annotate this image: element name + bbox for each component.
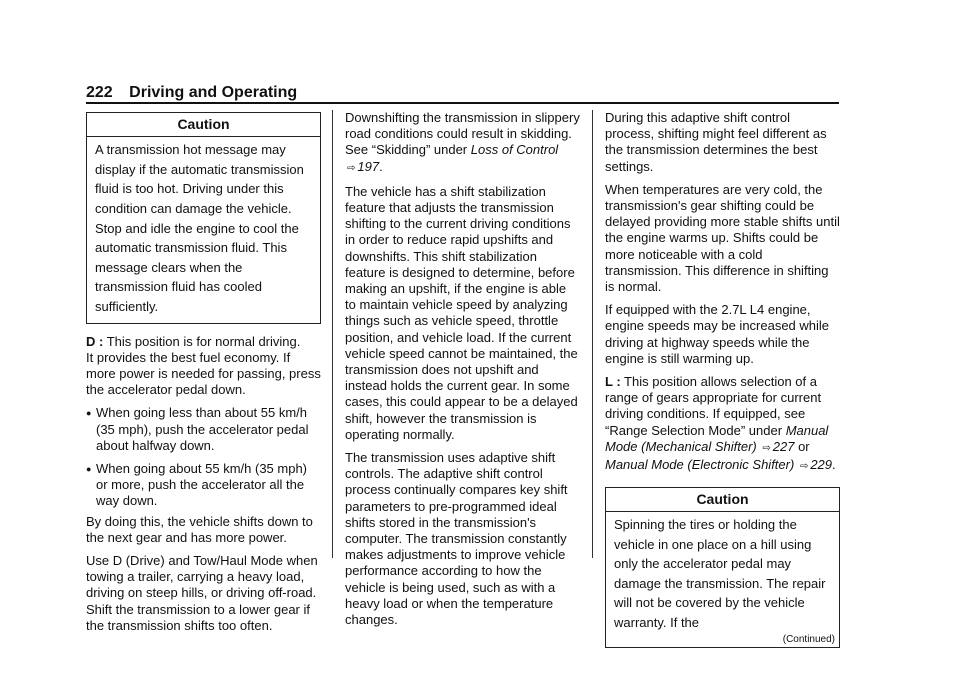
cold-temperature-paragraph: When temperatures are very cold, the transmission's gear shifting could be delayed providing more stable shifts until the engine warms up. Shifts could be more noticeable with a cold transmission. This difference in shifting is normal. [605,181,840,295]
column-divider-left [332,110,333,558]
page-reference-number[interactable]: 227 [772,438,795,454]
downshift-paragraph [345,110,580,177]
section-title: Driving and Operating [129,84,298,101]
caution-title: Caution [606,488,839,512]
page-reference-icon: ⇨ [762,442,771,454]
bullet-text: When going about 55 km/h (35 mph) or more, push the accelerator all the way down. [96,460,308,509]
page-reference-number[interactable]: 197 [357,158,380,174]
shift-stabilization-paragraph: The vehicle has a shift stabilization feature that adjusts the transmission shifting to the current driving conditions in order to reduce rapid upshifts and downshifts. This shift stabilization feature is designed to determine, before making an upshift, if the engine is able to maintain vehicle speed by analyzing things such as vehicle speed, throttle position, and vehicle load. If the current vehicle speed cannot be maintained, the transmission does not upshift and instead holds the current gear. In some cases, this could appear to be a delayed shift, however the transmission is operating normally. [345,183,578,442]
header-rule [86,102,839,104]
bullet-text: When going less than about 55 km/h (35 mph), push the accelerator pedal about halfway down. [96,405,309,453]
page-reference-number[interactable]: 229 [810,457,833,473]
page-reference-icon: ⇨ [347,162,356,174]
column-1 [86,112,321,641]
column-divider-right [592,110,593,558]
page-number: 222 [86,84,113,101]
drive-description: It provides the best fuel economy. If more power is needed for passing, press the accelerator pedal down. [86,349,321,398]
downshift-text: Downshifting the transmission in slippery road conditions could result in skidding. See “Skidding” under [345,110,580,158]
adaptive-process-paragraph: During this adaptive shift control process, shifting might feel different as the transmission determines the best settings. [605,110,827,174]
caution-text: Spinning the tires or holding the vehicle in one place on a hill using only the accelerator pedal may damage the transmission. The repair will not be covered by the vehicle warranty. If the [614,517,826,630]
manual-mode-mechanical-link[interactable]: Manual Mode (Mechanical Shifter) [605,422,829,454]
adaptive-shift-paragraph: The transmission uses adaptive shift controls. The adaptive shift control process continually compares key shift parameters to pre-programmed ideal shifts stored in the transmission's computer. The transmission constantly makes adjustments to improve vehicle performance according to how the vehicle is being used, such as with a heavy load or when the temperature changes. [345,450,568,628]
column-2 [345,110,580,635]
caution-box-spinning-tires [605,487,840,648]
page-header [86,84,297,102]
engine-warmup-paragraph: If equipped with the 2.7L L4 engine, engine speeds may be increased while driving at highway speeds while the engine is still warming up. [605,302,830,366]
caution-text: A transmission hot message may display if the automatic transmission fluid is too hot. Driving under this condition can damage the vehicle. Stop and idle the engine to cool the automatic transmission fluid. This message clears when the transmission fluid has cooled sufficiently. [95,142,304,314]
sentence-end: . [379,158,383,174]
or-text: or [798,438,810,454]
caution-title: Caution [87,113,320,137]
low-position-paragraph [605,374,840,475]
sentence-end: . [832,457,836,473]
drive-tow-haul-paragraph: Use D (Drive) and Tow/Haul Mode when towing a trailer, carrying a heavy load, driving on steep hills, or driving off-road. Shift the transmission to a lower gear if the transmission shifts too often. [86,552,318,633]
bullet-icon: ● [86,463,92,474]
low-text: This position allows selection of a range of gears appropriate for current driving conditions. If equipped, see “Range Selection Mode” under [605,374,822,438]
caution-box-transmission-hot [86,112,321,324]
bullet-note: By doing this, the vehicle shifts down to the next gear and has more power. [86,513,313,545]
drive-label: D : [86,333,104,349]
low-label: L : [605,374,621,390]
bullet-icon: ● [86,408,92,419]
manual-mode-electronic-link[interactable]: Manual Mode (Electronic Shifter) [605,457,795,473]
page-reference-icon: ⇨ [799,461,809,473]
loss-of-control-link[interactable]: Loss of Control [470,142,559,158]
list-item [86,461,321,510]
drive-text: This position is for normal driving. [106,333,301,349]
column-3 [605,110,840,658]
drive-position-intro [86,334,321,350]
continued-label: (Continued) [782,634,835,646]
list-item [86,405,321,454]
